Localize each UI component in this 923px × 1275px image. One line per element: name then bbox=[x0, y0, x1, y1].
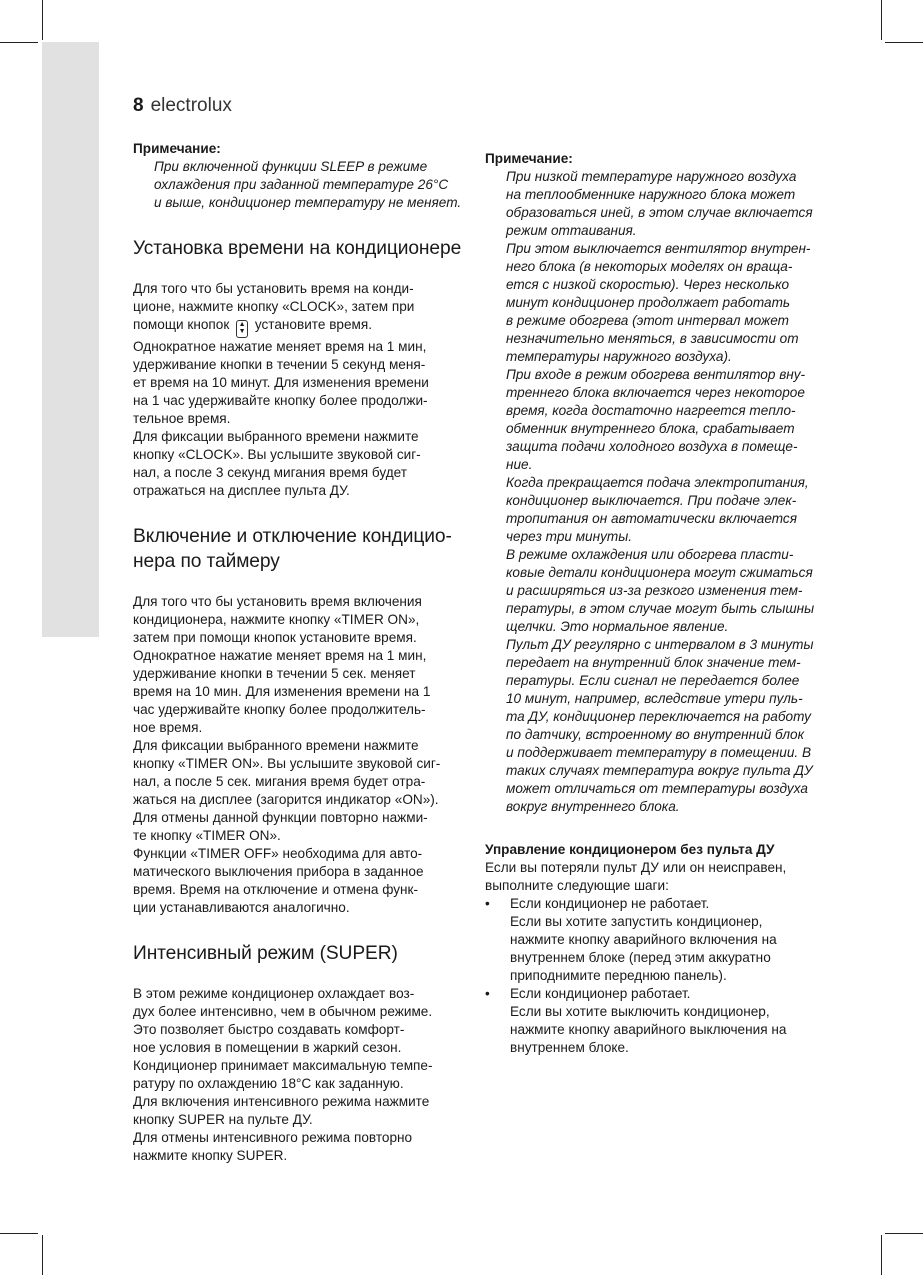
defrost-note bbox=[485, 150, 817, 816]
note-line: и поддерживает температуру в помещении. В bbox=[506, 745, 812, 760]
text-line: те кнопку «TIMER ON». bbox=[133, 828, 281, 843]
note-line: пературы. Если сигнал не передается более bbox=[506, 673, 800, 688]
super-heading: Интенсивный режим (SUPER) bbox=[133, 943, 398, 964]
text-line: Однократное нажатие меняет время на 1 мин, bbox=[133, 648, 427, 663]
note-title: Примечание: bbox=[133, 141, 221, 156]
note-line: пературы, в этом случае могут быть слышны bbox=[506, 601, 815, 616]
text-line: нажмите кнопку SUPER. bbox=[133, 1148, 288, 1163]
note-line: При включенной функции SLEEP в режиме bbox=[154, 159, 428, 174]
clock-paragraph bbox=[133, 280, 468, 500]
note-body bbox=[133, 158, 468, 212]
text-line: нажмите кнопку аварийного выключения на bbox=[510, 1022, 787, 1037]
text-line: дух более интенсивно, чем в обычном режиме. bbox=[133, 1004, 433, 1019]
text-line: тельное время. bbox=[133, 411, 231, 426]
clock-heading: Установка времени на кондиционере bbox=[133, 238, 462, 259]
heading-line: Включение и отключение кондицио- bbox=[133, 526, 452, 547]
text-line: ционе, нажмите кнопку «CLOCK», затем при bbox=[133, 299, 415, 314]
left-column bbox=[133, 140, 468, 1165]
text-line: внутреннем блоке. bbox=[510, 1040, 629, 1055]
sleep-note bbox=[133, 140, 468, 212]
note-line: него блока (в некоторых моделях он враща- bbox=[506, 259, 793, 274]
text-line: час удерживайте кнопку более продолжитель- bbox=[133, 702, 426, 717]
text-line: внутреннем блоке (перед этим аккуратно bbox=[510, 950, 771, 965]
text-line: кнопку «CLOCK». Вы услышите звуковой сиг- bbox=[133, 447, 421, 462]
crop-mark bbox=[0, 42, 38, 43]
text-line: кондиционера, нажмите кнопку «TIMER ON», bbox=[133, 612, 420, 627]
text-line: Функции «TIMER OFF» необходима для авто- bbox=[133, 846, 423, 861]
heading-line: нера по таймеру bbox=[133, 551, 280, 572]
note-line: тропитания он автоматически включается bbox=[506, 511, 797, 526]
text-line: Если вы потеряли пульт ДУ или он неисправен, bbox=[485, 860, 787, 875]
note-line: обменник внутреннего блока, срабатывает bbox=[506, 421, 795, 436]
note-line: в режиме обогрева (этот интервал может bbox=[506, 313, 789, 328]
note-line: передает на внутренний блок значение тем- bbox=[506, 655, 801, 670]
text-line: жаться на дисплее (загорится индикатор «ON»). bbox=[133, 792, 439, 807]
crop-mark bbox=[885, 42, 923, 43]
note-line: по датчику, встроенному во внутренний блок bbox=[506, 727, 805, 742]
no-remote-intro bbox=[485, 859, 817, 895]
text-line: нажмите кнопку аварийного включения на bbox=[510, 932, 777, 947]
list-item bbox=[485, 895, 817, 985]
text-line: Это позволяет быстро создавать комфорт- bbox=[133, 1022, 405, 1037]
note-line: может отличаться от температуры воздуха bbox=[506, 781, 808, 796]
text-line: ное время. bbox=[133, 720, 203, 735]
note-title: Примечание: bbox=[485, 151, 573, 166]
note-line: время, когда достаточно нагреется тепло- bbox=[506, 403, 796, 418]
note-line: и расширяться из-за резкого изменения тем- bbox=[506, 583, 803, 598]
text-line: отражаться на дисплее пульта ДУ. bbox=[133, 483, 350, 498]
text-line: Если вы хотите выключить кондиционер, bbox=[510, 1004, 770, 1019]
super-paragraph bbox=[133, 985, 468, 1165]
note-line: Когда прекращается подача электропитания, bbox=[506, 475, 809, 490]
note-line: ние. bbox=[506, 457, 533, 472]
note-line: При этом выключается вентилятор внутрен- bbox=[506, 241, 811, 256]
text-line: ции устанавливаются аналогично. bbox=[133, 900, 350, 915]
note-body bbox=[485, 168, 817, 816]
text-line: нал, а после 3 секунд мигания время будет bbox=[133, 465, 408, 480]
text-line: Для того что бы установить время на конди- bbox=[133, 281, 414, 296]
note-line: защита подачи холодного воздуха в помеще- bbox=[506, 439, 798, 454]
note-line: та ДУ, кондиционер переключается на работу bbox=[506, 709, 811, 724]
text-line: выполните следующие шаги: bbox=[485, 878, 669, 893]
page-number: 8 bbox=[133, 95, 144, 116]
text-line: удерживание кнопки в течении 5 секунд меня- bbox=[133, 357, 426, 372]
text-line: на 1 час удерживайте кнопку более продолжи- bbox=[133, 393, 428, 408]
note-line: ковые детали кондиционера могут сжиматься bbox=[506, 565, 813, 580]
steps-list bbox=[485, 895, 817, 1057]
brand-name: electrolux bbox=[150, 95, 232, 116]
text-line: Для отмены интенсивного режима повторно bbox=[133, 1130, 413, 1145]
text-line: нал, а после 5 сек. мигания время будет отра- bbox=[133, 774, 426, 789]
note-line: режим оттаивания. bbox=[506, 223, 637, 238]
text-line: кнопку SUPER на пульте ДУ. bbox=[133, 1112, 313, 1127]
crop-mark bbox=[881, 1235, 882, 1275]
text-line: приподнимите переднюю панель). bbox=[510, 968, 727, 983]
note-line: охлаждения при заданной температуре 26°C bbox=[154, 177, 449, 192]
no-remote-title: Управление кондиционером без пульта ДУ bbox=[485, 842, 775, 857]
right-column bbox=[485, 150, 817, 1057]
text-line: Если вы хотите запустить кондиционер, bbox=[510, 914, 763, 929]
timer-paragraph bbox=[133, 593, 468, 917]
text-line: Кондиционер принимает максимальную темпе- bbox=[133, 1058, 433, 1073]
text-fragment: установите время. bbox=[254, 317, 373, 332]
text-line: удерживание кнопки в течении 5 сек. меняет bbox=[133, 666, 416, 681]
note-line: через три минуты. bbox=[506, 529, 632, 544]
text-line: ное условия в помещении в жаркий сезон. bbox=[133, 1040, 402, 1055]
text-line: Для фиксации выбранного времени нажмите bbox=[133, 429, 419, 444]
text-line: В этом режиме кондиционер охлаждает воз- bbox=[133, 986, 415, 1001]
text-line: ратуру по охлаждению 18°C как заданную. bbox=[133, 1076, 404, 1091]
text-line: Для фиксации выбранного времени нажмите bbox=[133, 738, 419, 753]
crop-mark bbox=[42, 1235, 43, 1275]
note-line: образоваться иней, в этом случае включается bbox=[506, 205, 813, 220]
note-line: вокруг внутреннего блока. bbox=[506, 799, 680, 814]
note-line: щелчки. Это нормальное явление. bbox=[506, 619, 729, 634]
crop-mark bbox=[0, 1233, 38, 1234]
note-line: и выше, кондиционер температуру не меняет. bbox=[154, 195, 462, 210]
note-line: В режиме охлаждения или обогрева пласти- bbox=[506, 547, 794, 562]
text-line: время. Время на отключение и отмена функ- bbox=[133, 882, 419, 897]
note-line: минут кондиционер продолжает работать bbox=[506, 295, 791, 310]
text-line: Для включения интенсивного режима нажмите bbox=[133, 1094, 430, 1109]
note-line: таких случаях температура вокруг пульта ДУ bbox=[506, 763, 813, 778]
text-line: ет время на 10 минут. Для изменения времени bbox=[133, 375, 429, 390]
note-line: треннего блока включается через некоторое bbox=[506, 385, 805, 400]
text-line: Однократное нажатие меняет время на 1 мин, bbox=[133, 339, 427, 354]
text-line: • Если кондиционер не работает. bbox=[510, 896, 710, 911]
text-line: Для отмены данной функции повторно нажми- bbox=[133, 810, 428, 825]
crop-mark bbox=[885, 1233, 923, 1234]
note-line: При низкой температуре наружного воздуха bbox=[506, 169, 797, 184]
text-line: кнопку «TIMER ON». Вы услышите звуковой сиг- bbox=[133, 756, 441, 771]
text-line bbox=[133, 316, 468, 338]
text-line: затем при помощи кнопок установите время. bbox=[133, 630, 417, 645]
note-line: незначительно меняться, в зависимости от bbox=[506, 331, 799, 346]
up-down-buttons-icon: ▲ ▼ bbox=[236, 320, 248, 338]
side-tab bbox=[42, 42, 99, 637]
note-line: ется с низкой скоростью). Через несколько bbox=[506, 277, 790, 292]
text-line: матического выключения прибора в заданное bbox=[133, 864, 424, 879]
note-line: 10 минут, например, вследствие утери пуль- bbox=[506, 691, 803, 706]
note-line: Пульт ДУ регулярно с интервалом в 3 минуты bbox=[506, 637, 814, 652]
note-line: температуры наружного воздуха). bbox=[506, 349, 732, 364]
timer-heading bbox=[133, 524, 468, 574]
crop-mark bbox=[881, 0, 882, 40]
list-item bbox=[485, 985, 817, 1057]
text-line: время на 10 мин. Для изменения времени на 1 bbox=[133, 684, 431, 699]
text-line: Для того что бы установить время включения bbox=[133, 594, 422, 609]
note-line: на теплообменнике наружного блока может bbox=[506, 187, 796, 202]
note-line: При входе в режим обогрева вентилятор вну- bbox=[506, 367, 806, 382]
text-fragment: помощи кнопок bbox=[133, 317, 230, 332]
page-header bbox=[133, 95, 232, 117]
text-line: • Если кондиционер работает. bbox=[510, 986, 691, 1001]
crop-mark bbox=[42, 0, 43, 40]
note-line: кондиционер выключается. При подаче элек- bbox=[506, 493, 797, 508]
